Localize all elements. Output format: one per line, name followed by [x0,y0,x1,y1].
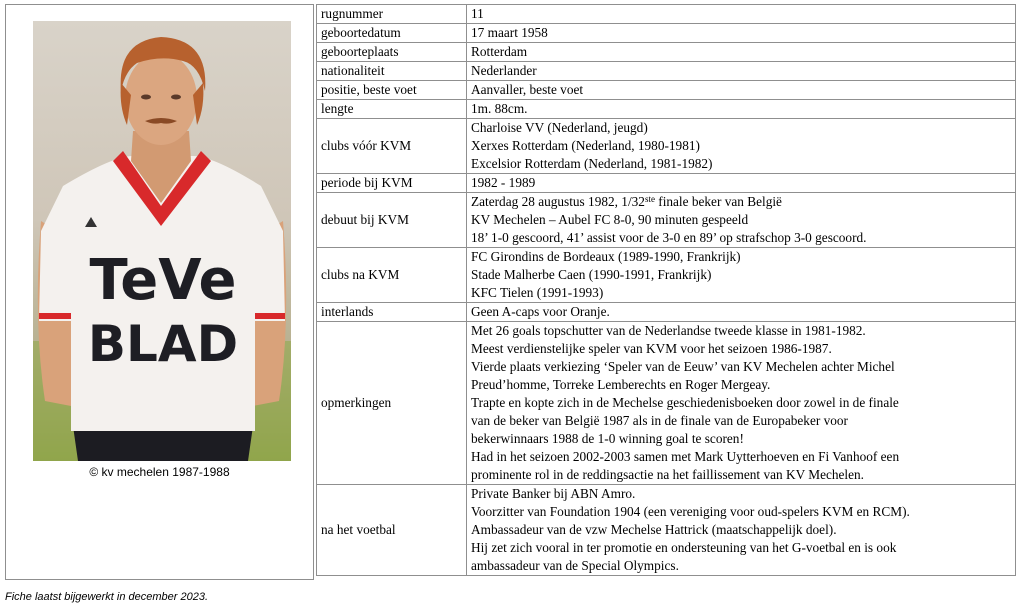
opmerking-line: bekerwinnaars 1988 de 1-0 winning goal te scoren! [471,431,744,446]
value-opmerkingen [467,322,1016,485]
row-positie [317,81,1016,100]
row-geboorteplaats [317,43,1016,62]
value-positie: Aanvaller, beste voet [467,81,1016,100]
row-debuut [317,193,1016,248]
label-nationaliteit: nationaliteit [317,62,467,81]
row-opmerkingen [317,322,1016,485]
na-voetbal-line: Private Banker bij ABN Amro. [471,486,636,501]
na-voetbal-line: Hij zet zich vooral in ter promotie en ondersteuning van het G-voetbal en is ook [471,540,897,555]
na-voetbal-line: Ambassadeur van de vzw Mechelse Hattrick (maatschappelijk doel). [471,522,837,537]
debuut-line [471,193,1011,211]
label-clubs-na: clubs na KVM [317,248,467,303]
label-geboortedatum: geboortedatum [317,24,467,43]
photo-cell [5,4,314,580]
row-lengte [317,100,1016,119]
debuut-line1-part: Zaterdag 28 augustus 1982, 1/32 [471,194,645,209]
opmerking-line: Preud’homme, Torreke Lemberechts en Roger Mergeay. [471,377,771,392]
label-periode: periode bij KVM [317,174,467,193]
opmerking-line: van de beker van België 1987 als in de finale van de Europabeker voor [471,413,848,428]
shirt-text-blad: BLAD [87,315,239,373]
row-nationaliteit [317,62,1016,81]
player-photo [33,21,291,461]
last-updated-note: Fiche laatst bijgewerkt in december 2023. [5,591,208,603]
debuut-superscript: ste [644,194,655,204]
label-lengte: lengte [317,100,467,119]
label-rugnummer: rugnummer [317,5,467,24]
value-geboortedatum: 17 maart 1958 [467,24,1016,43]
row-rugnummer [317,5,1016,24]
label-positie: positie, beste voet [317,81,467,100]
debuut-line: KV Mechelen – Aubel FC 8-0, 90 minuten gespeeld [471,212,749,227]
row-interlands [317,303,1016,322]
clubs-na-line: KFC Tielen (1991-1993) [471,285,604,300]
na-voetbal-line: Voorzitter van Foundation 1904 (een vereniging voor oud-spelers KVM en RCM). [471,504,910,519]
player-fiche-table [316,4,1016,576]
opmerking-line: Vierde plaats verkiezing ‘Speler van de Eeuw’ van KV Mechelen achter Michel [471,359,895,374]
opmerking-line: Trapte en kopte zich in de Mechelse geschiedenisboeken door zowel in de finale [471,395,899,410]
clubs-na-line: Stade Malherbe Caen (1990-1991, Frankrijk) [471,267,712,282]
label-interlands: interlands [317,303,467,322]
label-geboorteplaats: geboorteplaats [317,43,467,62]
value-na-voetbal [467,485,1016,576]
label-na-voetbal: na het voetbal [317,485,467,576]
clubs-voor-line: Charloise VV (Nederland, jeugd) [471,120,648,135]
value-periode: 1982 - 1989 [467,174,1016,193]
opmerking-line: prominente rol in de reddingsactie na het faillissement van KV Mechelen. [471,467,864,482]
value-debuut [467,193,1016,248]
label-clubs-voor: clubs vóór KVM [317,119,467,174]
label-opmerkingen: opmerkingen [317,322,467,485]
label-debuut: debuut bij KVM [317,193,467,248]
value-nationaliteit: Nederlander [467,62,1016,81]
value-rugnummer: 11 [467,5,1016,24]
clubs-voor-line: Excelsior Rotterdam (Nederland, 1981-1982) [471,156,713,171]
row-clubs-na [317,248,1016,303]
row-geboortedatum [317,24,1016,43]
photo-caption: © kv mechelen 1987-1988 [89,465,230,479]
shirt-text-teve: TeVe [89,248,237,313]
clubs-na-line: FC Girondins de Bordeaux (1989-1990, Frankrijk) [471,249,741,264]
value-lengte: 1m. 88cm. [467,100,1016,119]
value-interlands: Geen A-caps voor Oranje. [467,303,1016,322]
clubs-voor-line: Xerxes Rotterdam (Nederland, 1980-1981) [471,138,700,153]
opmerking-line: Meest verdienstelijke speler van KVM voor het seizoen 1986-1987. [471,341,832,356]
row-periode [317,174,1016,193]
opmerking-line: Had in het seizoen 2002-2003 samen met Mark Uytterhoeven en Fi Vanhoof een [471,449,900,464]
value-clubs-na [467,248,1016,303]
na-voetbal-line: ambassadeur van de Special Olympics. [471,558,679,573]
debuut-line1-part: finale beker van België [654,194,782,209]
opmerking-line: Met 26 goals topschutter van de Nederlandse tweede klasse in 1981-1982. [471,323,866,338]
row-na-voetbal [317,485,1016,576]
row-clubs-voor [317,119,1016,174]
debuut-line: 18’ 1-0 gescoord, 41’ assist voor de 3-0 en 89’ op strafschop 3-0 gescoord. [471,230,867,245]
value-clubs-voor [467,119,1016,174]
value-geboorteplaats: Rotterdam [467,43,1016,62]
